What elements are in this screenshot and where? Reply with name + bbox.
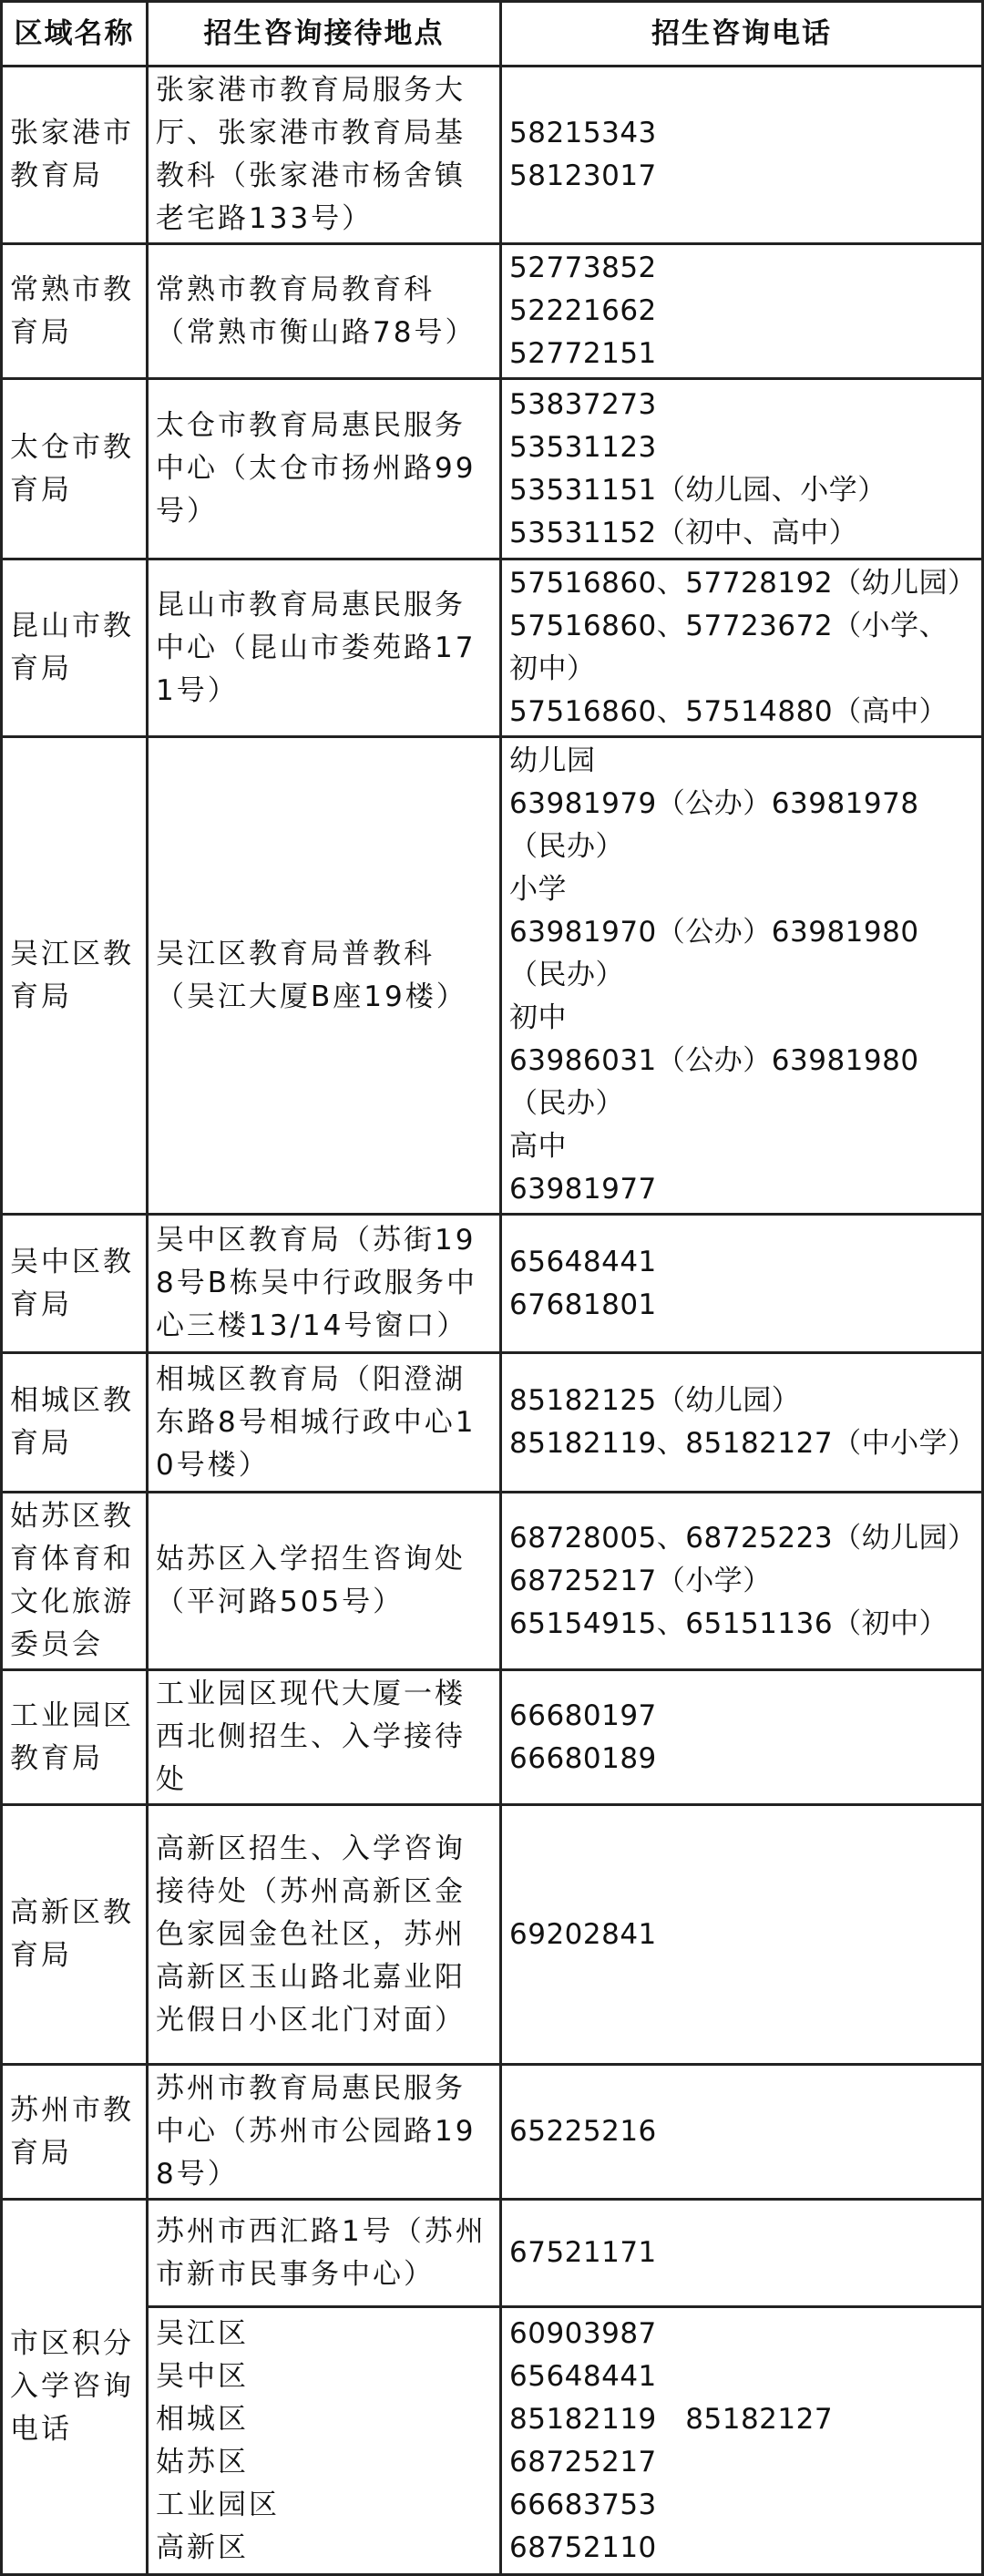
region-cell: 高新区教育局: [2, 1805, 148, 2065]
phone-line: 52773852: [509, 251, 657, 284]
phone-line: 58123017: [509, 159, 657, 192]
table-row: [2, 2307, 983, 2575]
phone-line: 57516860、57514880（高中）: [509, 695, 948, 728]
region-cell: 昆山市教育局: [2, 559, 148, 737]
header-region: 区域名称: [2, 2, 148, 67]
phone-cell: [501, 1805, 983, 2065]
district-line: 姑苏区: [156, 2445, 249, 2479]
location-cell: 张家港市教育局服务大厅、张家港市教育局基教科（张家港市杨舍镇老宅路133号）: [148, 67, 501, 244]
phone-line: 57516860、57723672（小学、初中）: [509, 610, 948, 685]
table-row: [2, 67, 983, 244]
phone-cell: [501, 67, 983, 244]
location-cell: 苏州市教育局惠民服务中心（苏州市公园路198号）: [148, 2065, 501, 2200]
location-cell: 工业园区现代大厦一楼西北侧招生、入学接待处: [148, 1670, 501, 1805]
phone-line: 65225216: [509, 2115, 657, 2148]
location-cell: 相城区教育局（阳澄湖东路8号相城行政中心10号楼）: [148, 1353, 501, 1493]
district-line: 高新区: [156, 2530, 249, 2564]
phone-line: 67681801: [509, 1288, 657, 1321]
phone-line: 63981979（公办）63981978（民办）: [509, 787, 919, 863]
location-cell: 苏州市西汇路1号（苏州市新市民事务中心）: [148, 2200, 501, 2307]
phone-line: 小学: [509, 873, 567, 906]
table-row: [2, 379, 983, 559]
location-cell: 昆山市教育局惠民服务中心（昆山市娄苑路171号）: [148, 559, 501, 737]
district-line: 工业园区: [156, 2488, 280, 2521]
phone-line: 66680189: [509, 1741, 657, 1775]
phone-cell: [501, 379, 983, 559]
phone-line: 57516860、57728192（幼儿园）: [509, 567, 977, 600]
region-cell: 太仓市教育局: [2, 379, 148, 559]
phone-line: 63981977: [509, 1173, 657, 1206]
phone-line: 52221662: [509, 294, 657, 327]
phone-cell: [501, 2065, 983, 2200]
district-list-cell: [148, 2307, 501, 2575]
phone-line: 幼儿园: [509, 744, 596, 777]
phone-line: 65648441: [509, 2359, 657, 2393]
phone-line: 66683753: [509, 2488, 657, 2521]
phone-line: 53531151（幼儿园、小学）: [509, 473, 887, 507]
phone-line: 53531123: [509, 430, 657, 464]
region-cell: 市区积分入学咨询电话: [2, 2200, 148, 2575]
district-line: 相城区: [156, 2402, 249, 2436]
phone-line: 52772151: [509, 337, 657, 370]
phone-line: 66680197: [509, 1699, 657, 1732]
phone-line: 67521171: [509, 2236, 657, 2269]
phone-cell: [501, 2307, 983, 2575]
table-body: [2, 67, 983, 2575]
phone-line: 53531152（初中、高中）: [509, 516, 858, 549]
phone-cell: [501, 559, 983, 737]
district-line: 吴江区: [156, 2316, 249, 2350]
table-row: [2, 1493, 983, 1670]
table-row: [2, 1805, 983, 2065]
phone-line: 85182125（幼儿园）: [509, 1384, 801, 1417]
location-cell: 吴中区教育局（苏街198号B栋吴中行政服务中心三楼13/14号窗口）: [148, 1215, 501, 1353]
district-line: 吴中区: [156, 2359, 249, 2393]
phone-line: 69202841: [509, 1917, 657, 1951]
location-cell: 太仓市教育局惠民服务中心（太仓市扬州路99号）: [148, 379, 501, 559]
region-cell: 相城区教育局: [2, 1353, 148, 1493]
region-cell: 张家港市教育局: [2, 67, 148, 244]
phone-line: 85182119、85182127（中小学）: [509, 1427, 977, 1460]
region-cell: 工业园区教育局: [2, 1670, 148, 1805]
phone-cell: [501, 1670, 983, 1805]
region-cell: 吴中区教育局: [2, 1215, 148, 1353]
phone-cell: [501, 1215, 983, 1353]
region-cell: 姑苏区教育体育和文化旅游委员会: [2, 1493, 148, 1670]
phone-line: 63986031（公办）63981980（民办）: [509, 1044, 919, 1120]
region-cell: 苏州市教育局: [2, 2065, 148, 2200]
region-cell: 常熟市教育局: [2, 244, 148, 379]
phone-cell: [501, 737, 983, 1215]
location-cell: 姑苏区入学招生咨询处（平河路505号）: [148, 1493, 501, 1670]
table-row: [2, 737, 983, 1215]
table-row: [2, 2065, 983, 2200]
header-location: 招生咨询接待地点: [148, 2, 501, 67]
phone-cell: [501, 1353, 983, 1493]
table-row: [2, 1670, 983, 1805]
phone-cell: [501, 1493, 983, 1670]
phone-line: 68728005、68725223（幼儿园）: [509, 1521, 977, 1555]
phone-line: 65154915、65151136（初中）: [509, 1606, 948, 1640]
phone-line: 68725217: [509, 2445, 657, 2479]
phone-line: 63981970（公办）63981980（民办）: [509, 916, 919, 991]
phone-line: 68725217（小学）: [509, 1564, 772, 1597]
phone-line: 60903987: [509, 2316, 657, 2350]
phone-line: 53837273: [509, 387, 657, 421]
header-row: [2, 2, 983, 67]
phone-line: 68752110: [509, 2530, 657, 2564]
location-cell: 常熟市教育局教育科（常熟市衡山路78号）: [148, 244, 501, 379]
phone-cell: [501, 2200, 983, 2307]
phone-line: 高中: [509, 1130, 567, 1163]
table-row: [2, 2200, 983, 2307]
header-phone: 招生咨询电话: [501, 2, 983, 67]
table-row: [2, 559, 983, 737]
table-row: [2, 1353, 983, 1493]
phone-line: 58215343: [509, 117, 657, 149]
region-cell: 吴江区教育局: [2, 737, 148, 1215]
phone-line: 85182119 85182127: [509, 2402, 834, 2436]
phone-line: 初中: [509, 1001, 567, 1034]
phone-line: 65648441: [509, 1245, 657, 1278]
table-row: [2, 1215, 983, 1353]
location-cell: 高新区招生、入学咨询接待处（苏州高新区金色家园金色社区，苏州高新区玉山路北嘉业阳光假日小区北门对面）: [148, 1805, 501, 2065]
table-row: [2, 244, 983, 379]
location-cell: 吴江区教育局普教科（吴江大厦B座19楼）: [148, 737, 501, 1215]
phone-cell: [501, 244, 983, 379]
